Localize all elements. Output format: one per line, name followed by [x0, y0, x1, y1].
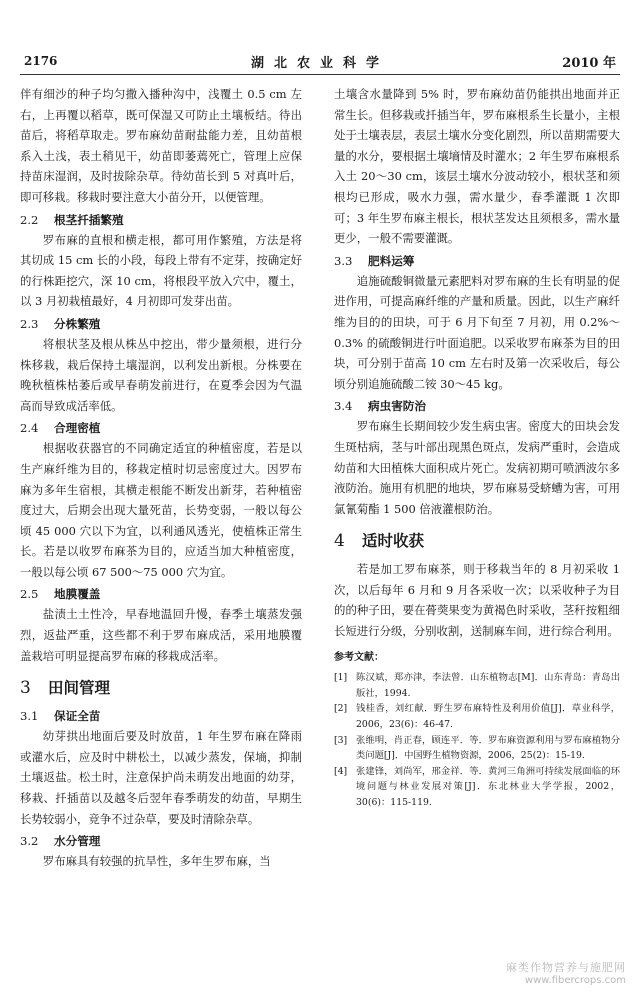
body-paragraph: 根据收获器官的不同确定适宜的种植密度，若是以生产麻纤维为目的，移栽定植时切忌密度过大。因罗布麻为多年生宿根，其横走根能不断发出新芽，若种植密度过大，后期会出现大量死苗，长势变弱，一般以每公顷 45 000 穴以下为宜，以利通风透光，使植株正常生长。若是以收罗布麻茶为目的，应适当加大种植密度，一般以每公顷 67 500～75 000 穴为宜。: [20, 441, 302, 579]
heading-number: 2.3: [20, 316, 39, 331]
reference-text: 张建锋，刘尚军，邢金祥．等．黄河三角洲可持续发展面临的环境问题与林业发展对策[J]．东北林业大学学报，2002，30(6)：115-119.: [356, 765, 620, 808]
references-title: 参考文献：: [334, 651, 384, 663]
heading-number: 4: [334, 531, 345, 552]
heading-title: 保证全苗: [54, 709, 101, 724]
section-heading: [334, 529, 620, 553]
heading-number: 3.4: [334, 399, 353, 414]
reference-text: 张维明，肖正春，顾连平．等．罗布麻资源利用与罗布麻植物分类问题[J]．中国野生植物资源，2006，25(2)：15-19.: [356, 734, 620, 762]
reference-text: 陈汉斌，郑亦津，李法曾．山东植物志[M]．山东青岛：青岛出版社，1994.: [356, 672, 620, 699]
heading-title: 地膜覆盖: [54, 587, 101, 602]
subsection-heading: [20, 584, 302, 604]
right-column-body: [334, 84, 620, 642]
subsection-heading: [20, 831, 302, 851]
body-paragraph: 追施硫酸铜微量元素肥料对罗布麻的生长有明显的促进作用，可提高麻纤维的产量和质量。因此，以生产麻纤维为目的的田块，可于 6 月下旬至 7 月初，用 0.2%～0.3% 的硫酸铜进行叶面追肥。以采收罗布麻茶为目的田块，可分别于苗高 10 cm 左右时及第一次采收后，每公顷分别追施硫酸二铵 30～45 kg。: [334, 273, 620, 391]
body-paragraph: 罗布麻生长期间较少发生病虫害。密度大的田块会发生斑枯病，茎与叶部出现黑色斑点，发病严重时，会造成幼苗和大田植株大面积成片死亡。发病初期可喷洒波尔多液防治。施用有机肥的地块，罗布麻易受蛴螬为害，可用氯氰菊酯 1 500 倍液灌根防治。: [334, 419, 620, 516]
heading-title: 病虫害防治: [368, 399, 426, 414]
reference-number: [3]: [334, 734, 348, 746]
reference-item: [334, 670, 620, 701]
body-paragraph: 土壤含水量降到 5% 时，罗布麻幼苗仍能拱出地面并正常生长。但移栽或扦插当年，罗布麻根系生长量小，主根处于土壤表层，表层土壤水分变化剧烈，所以苗期需要大量的水分，要根据土壤墒情及时灌水；2 年生罗布麻根系入土 20～30 cm，该层土壤水分波动较小，根状茎和须根均已形成，吸水力强，需水量少，春季灌溉 1 次即可；3 年生罗布麻主根长，根状茎发达且须根多，需水量更少，一般不需要灌溉。: [334, 87, 620, 246]
heading-title: 根茎扦插繁殖: [54, 212, 124, 227]
references-list: [334, 670, 620, 810]
heading-number: 2.2: [20, 212, 39, 227]
body-paragraph: 若是加工罗布麻茶，则于移栽当年的 8 月初采收 1 次，以后每年 6 月和 9 月各采收一次；以采收种子为目的的种子田，要在蓇葖果变为黄褐色时采收，茎秆按粗细长短进行分级，分别收割，送制麻车间，进行综合利用。: [334, 562, 620, 639]
body-paragraph: 幼芽拱出地面后要及时放苗，1 年生罗布麻在降雨或灌水后，应及时中耕松土，以减少蒸发，保墒，抑制土壤返盐。松土时，注意保护尚未萌发出地面的幼芽，移栽、扦插苗以及越冬后翌年春季萌发的幼苗，早期生长势较弱小，竞争不过杂草，要及时清除杂草。: [20, 729, 302, 826]
reference-number: [4]: [334, 765, 348, 777]
subsection-heading: [20, 706, 302, 726]
heading-number: 2.4: [20, 421, 39, 436]
body-paragraph: 伴有细沙的种子均匀撒入播种沟中，浅覆土 0.5 cm 左右，上再覆以稻草，既可保湿又可防止土壤板结。待出苗后，将稻草取走。罗布麻幼苗耐盐能力差，且幼苗根系入土浅，表土稍见干，幼苗即萎蔫死亡，管理上应保持苗床湿润，及时拔除杂草。待幼苗长到 5 对真叶后，即可移栽。移栽时要注意大小苗分开，以便管理。: [20, 87, 302, 204]
heading-title: 适时收获: [362, 532, 425, 551]
heading-title: 合理密植: [54, 421, 101, 436]
heading-number: 3.3: [334, 253, 353, 268]
heading-title: 水分管理: [54, 834, 101, 849]
page-number: 2176: [24, 54, 58, 68]
subsection-heading: [20, 314, 302, 334]
heading-title: 田间管理: [48, 679, 111, 698]
watermark-site-name: 麻类作物营养与施肥网: [506, 961, 626, 974]
watermark-url: www.fibercrops.com: [524, 975, 626, 986]
journal-title: 湖北农业科学: [250, 56, 389, 71]
page-header: [20, 48, 620, 74]
reference-item: [334, 701, 620, 732]
journal-year: 2010 年: [562, 56, 616, 71]
subsection-heading: [20, 210, 302, 230]
body-paragraph: 罗布麻的直根和横走根，都可用作繁殖，方法是将其切成 15 cm 长的小段，每段上带有不定芽，按确定好的行株距挖穴，深 10 cm，将根段平放入穴中，覆土，以 3 月初栽植最好，4 月初即可发芽出苗。: [20, 232, 302, 309]
right-column: [334, 84, 620, 811]
heading-number: 2.5: [20, 587, 39, 602]
body-paragraph: 盐渍土土性冷，早春地温回升慢，春季土壤蒸发强烈，返盐严重，这些都不利于罗布麻成活，采用地膜覆盖栽培可明显提高罗布麻的移栽成活率。: [20, 607, 302, 663]
heading-title: 肥料运筹: [368, 253, 415, 268]
header-rule: [20, 74, 620, 75]
reference-text: 钱桂香，刘红献．野生罗布麻特性及利用价值[J]．草业科学，2006，23(6)：46-47.: [356, 703, 620, 731]
body-paragraph: 罗布麻具有较强的抗旱性，多年生罗布麻，当: [42, 854, 271, 869]
heading-number: 3.2: [20, 834, 39, 849]
reference-item: [334, 764, 620, 811]
left-column: [20, 84, 302, 872]
subsection-heading: [334, 396, 620, 416]
site-watermark: [506, 959, 626, 986]
section-heading: [20, 676, 302, 700]
reference-item: [334, 733, 620, 764]
subsection-heading: [334, 251, 620, 271]
heading-number: 3: [20, 678, 31, 699]
body-paragraph: 将根状茎及根从株丛中挖出，带少量须根，进行分株移栽，栽后保持土壤湿润，以利发出新根。分株要在晚秋植株枯萎后或早春萌发前进行，在夏季会因为气温高而导致成活率低。: [20, 336, 302, 413]
heading-number: 3.1: [20, 709, 39, 724]
reference-number: [2]: [334, 703, 348, 715]
subsection-heading: [20, 418, 302, 438]
heading-title: 分株繁殖: [54, 316, 101, 331]
reference-number: [1]: [334, 672, 348, 684]
